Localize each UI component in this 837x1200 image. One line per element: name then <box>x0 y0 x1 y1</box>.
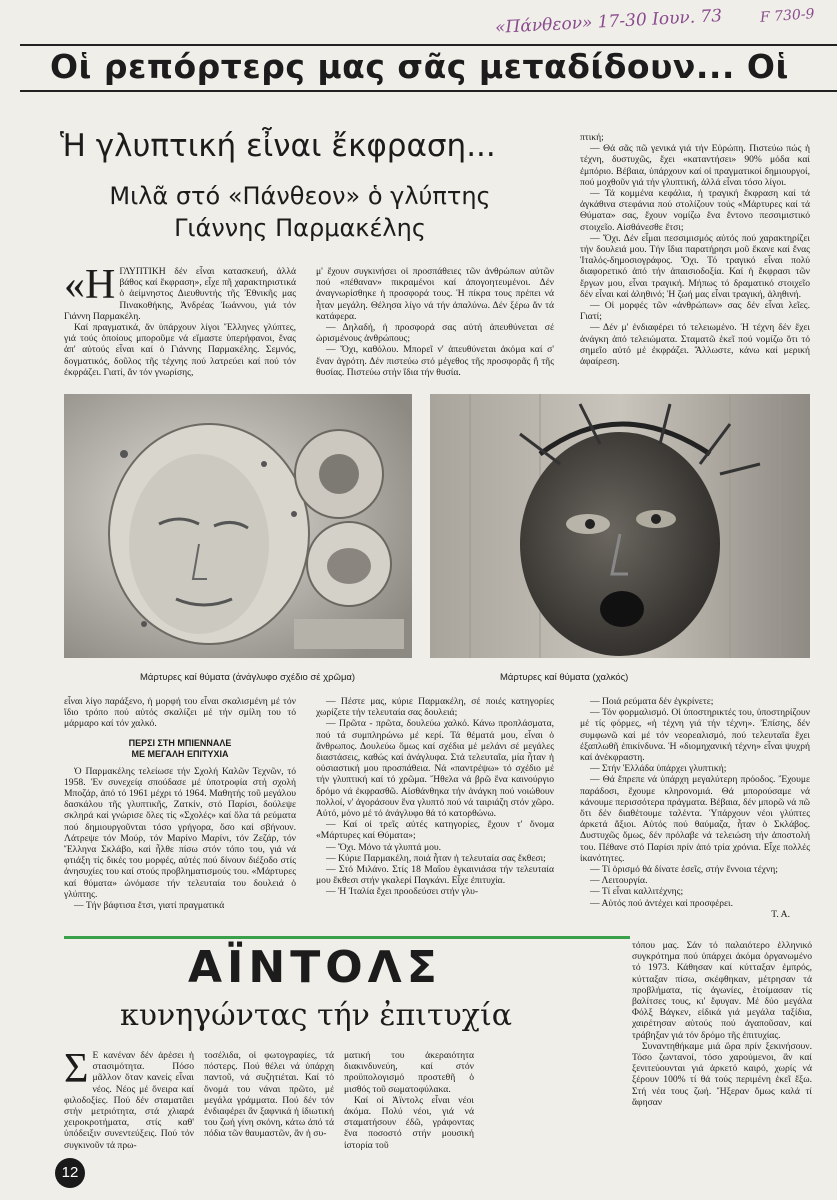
interview-answer: — Δέν μ' ἐνδιαφέρει τό τελειωμένο. Ἡ τέχνη δέν ἔχει ἀνάγκη ἀπό τελειώματα. Σταματῶ ἐκεῖ πού νομίζω ὅτι τό σημεῖο αὐτό μέ ἐκφράζει. Ἄλλωστε, κάνω καί μερική ἀφαίρεση. <box>580 322 810 368</box>
article-subheading <box>64 738 296 760</box>
interview-question: — Κύριε Παρμακέλη, ποιά ἦταν ἡ τελευταία σας ἔκθεσι; <box>326 852 546 864</box>
article2-paragraph: τόπου μας. Σάν τό παλαιότερο ἑλληνικό συγκρότημα πού ὑπάρχει ἀκόμα ὀργανωμένο τό 1973. Κάθησαν καί κύτταξαν ἐμπρός, κύτταξαν πίσω, σκέφθηκαν, μέτρησαν τά προβλήματα, τίς ἀγωνίες, ἑτοίμασαν τίς βαλίτσες τους, κι' ἔφυγαν. Μέ δύο μεγάλα Φόλξ Βάγκεν, εἰδικά γιά μεγάλα ταξίδια, χαιρέτησαν αὐτούς πού ἀγαποῦσαν, καί τράβηξαν γιά τόν δρόμο τῆς ἐπιτυχίας. <box>632 940 812 1041</box>
article2-paragraph: ματική του ἀκεραιότητα διακινδυνεύη, καί στόν προϋπολογισμό προστεθῆ ὁ μισθός τοῦ σωματοφύλακα. <box>344 1050 474 1095</box>
article-paragraph: πτική; <box>580 132 604 143</box>
article-lead-paragraph: ΓΛΥΠΤΙΚΗ δέν εἶναι κατασκευή, ἀλλά βάθος καί ἔκφραση», εἶχε πῆ χαρακτηριστικά ὁ ἀείμνηστος Διευθυντής τῆς Ἐθνικῆς μας Πινακοθήκης, Ἀνδρέας Ἰωάννου, γιά τόν Γιάννη Παρμακέλη. <box>64 266 296 322</box>
article-title: Ἡ γλυπτική εἶναι ἔκφραση... <box>60 128 496 164</box>
relief-sculpture-illustration <box>64 394 412 658</box>
interview-question: — Καί οἱ τρεῖς αὐτές κατηγορίες, ἔχουν τ' ὄνομα «Μάρτυρες καί Θύματα»; <box>316 819 554 842</box>
article2-paragraph: Συναντηθήκαμε μιά ὥρα πρίν ξεκινήσουν. Τόσο ζωντανοί, τόσο χαρούμενοι, ἂν καί ξενιτεύουνται γιά ἀρκετό καιρό, χωρίς νά ξέρουν 100% τί θά τούς περιμένη ἐκεῖ ἔξω. Στή νέα τους ζωή. Ἤξεραν ὅμως καλά τί ἄφησαν <box>632 1040 812 1108</box>
interview-question: — Οἱ μορφές τῶν «ἀνθρώπων» σας δέν εἶναι λεῖες. Γιατί; <box>580 300 810 323</box>
subheading-line1: ΠΕΡΣΙ ΣΤΗ ΜΠΙΕΝΝΑΛΕ <box>128 737 232 748</box>
bronze-head-photo <box>430 394 810 658</box>
article-paragraph: Καί πραγματικά, ἄν ὑπάρχουν λίγοι Ἕλληνες γλύπτες, γιά τούς ὁποίους μποροῦμε νά εἴμαστε ὑπερήφανοι, ἕνας ἀπ' αὐτούς εἶναι καί ὁ Γιάννης Παρμακέλης. Σεμνός, δογματικός, δοῦλος τῆς τέχνης πού λατρεύει καί πού τόν ἐκφράζει. Γιατί, ἄν τόν γνωρίσης, <box>64 322 296 378</box>
article2-paragraph: τοσέλιδα, οἱ φωτογραφίες, τά πόστερς. Πού θέλει νά ὑπάρχη παντοῦ, νά συζητιέται. Καί τό ὄνομά του νάναι πρῶτο, μέ μεγάλα γράμματα. Πού δέν τόν ἐνδιαφέρει ἂν ξαφνικά ἡ ἰδιωτική του ζωή γίνη σκόνη, κάτω ἀπό τά πόδια τῶν θαυμαστῶν, ἂν ἡ συ- <box>204 1050 334 1140</box>
article-column-2 <box>316 266 554 388</box>
interview-answer: — Τήν βάφτισα ἔτσι, γιατί πραγματικά <box>74 900 225 912</box>
article2-column-3 <box>344 1050 474 1151</box>
article2-paragraph: Καί οἱ Ἀϊντολς εἶναι νέοι ἀκόμα. Πολύ νέοι, γιά νά σταματήσουν ἐδῶ, γράφοντας ἕνα ποσοστό στήν μουσική ἱστορία τοῦ <box>344 1094 474 1151</box>
section-masthead: Οἱ ρεπόρτερς μας σᾶς μεταδίδουν... Οἱ <box>50 47 789 86</box>
relief-sculpture-photo <box>64 394 412 658</box>
article-lower-column-3 <box>580 696 810 932</box>
article2-column-2 <box>204 1050 334 1142</box>
interview-answer: — Αὐτός πού ἀντέχει καί προσφέρει. <box>590 897 734 909</box>
subheading-line2: ΜΕ ΜΕΓΑΛΗ ΕΠΙΤΥΧΙΑ <box>131 748 229 759</box>
interview-answer: — Θά σᾶς πῶ γενικά γιά τήν Εὐρώπη. Πιστεύω πώς ἡ τέχνη, δυστυχῶς, ἔχει «καταντήσει» 90% μόδα καί ἐμπόριο. Βέβαια, ὑπάρχουν καί οἱ πραγματικοί δημιουργοί, πού μοχθοῦν γιά τήν γλυπτική, ἀλλά εἶναι τόσο λίγοι. <box>580 143 810 188</box>
band-name-title: ΑΪΝΤΟΛΣ <box>188 942 442 993</box>
green-section-rule <box>64 936 630 939</box>
interview-answer: — Ὄχι. Δέν εἶμαι πεσσιμισμός αὐτός πού χαρακτηρίζει τήν δουλειά μου. Τήν ἴδια παρατήρησι μοῦ ἔκανε καί ἕνας Ἰταλός-δημοσιογράφος. Ὄχι. Τό τραγικό εἶναι πολύ διαφορετικό ἀπό τήν ἀπαισιοδοξία. Καί ἡ ἔκφρασι τῶν ἔργων μου, εἶναι τραγική. Μήπως τό δραματικό στοιχεῖο δέν εἶναι καί ἀληθινό; Ἡ ζωή μας εἶναι τραγική, ἀληθινή. <box>580 232 810 300</box>
interview-question: — Δηλαδή, ἡ προσφορά σας αὐτή ἀπευθύνεται σέ ὡρισμένους ἀνθρώπους; <box>316 322 554 345</box>
interview-answer: — Τόν φορμαλισμό. Οἱ ὑποστηρικτές του, ὑποστηρίζουν μέ τίς φόρμες, «ἡ τέχνη γιά τήν τέχνη». Ἐπίσης, δέν συμφωνῶ καί μέ τόν νεορεαλισμό, πού τελευταῖα ἔχει ἐξαπλωθῆ ἐπικίνδυνα. Ἡ «διομηχανική τέχνη» εἶναι ψυχρή καί ἀνέκφραστη. <box>580 707 810 764</box>
photo-caption-right: Μάρτυρες καί θύματα (χαλκός) <box>500 672 629 683</box>
article-lower-column-2 <box>316 696 554 932</box>
interview-answer: — Στό Μιλάνο. Στίς 18 Μαΐου ἐγκαινιάσα τήν τελευταία μου ἔκθεσι στήν γκαλερί Παγκάνι. Εἶχε ἐπιτυχία. <box>316 864 554 887</box>
article2-paragraph: Ε κανέναν δέν ἀρέσει ἡ στασιμότητα. Πόσο μᾶλλον ὅταν κανείς εἶναι νέος. Νέος μέ ὄνειρα καί φιλοδοξίες. Πού δέν σταματᾶει στήν μετριότητα, στά χλιαρά χειροκροτήματα, στίς καθ' ὑπόδειξιν συνεντεύξεις. Πού τόν συγκινοῦν τά πρω- <box>64 1050 194 1151</box>
handwritten-source-note: «Πάνθεον» 17-30 Ιουν. 73 <box>494 6 723 38</box>
article-dropcap: «Η <box>64 262 116 308</box>
masthead-bottom-rule <box>20 90 837 92</box>
bronze-head-illustration <box>430 394 810 658</box>
article-subtitle-line2: Γιάννης Παρμακέλης <box>174 214 426 242</box>
interview-question: — Τί εἶναι καλλιτέχνης; <box>590 886 684 898</box>
article-paragraph: εἶναι λίγο παράξενο, ἡ μορφή του εἶναι σκαλισμένη μέ τόν ἴδιο τρόπο πού αὐτός σκαλίζει μέ τήν σμίλη του τό μάρμαρο καί τόν χαλκό. <box>64 696 296 730</box>
article-column-3 <box>580 132 810 388</box>
article-paragraph: Ὁ Παρμακέλης τελείωσε τήν Σχολή Καλῶν Τεχνῶν, τό 1958. Ἐν συνεχείᾳ σπούδασε μέ ὑποτροφία στή σχολή Μποζάρ, ἀπό τό 1961 μέχρι τό 1964. Μαθητής τοῦ μεγάλου δασκάλου τῆς γλυπτικῆς, Ζατκίν, στό Παρίσι, δούλεψε σκληρά καί γνώρισε ὅλες τίς «Σχολές» καί ὅλα τά ρεύματα πού δημιουργοῦνται τόσο γρήγορα, ὅσο καί σβήνουν. Λάτρεψε τόν Μούρ, τόν Μαρίνο Μαρίνι, τόν Ζεζάρ, τόν Ἕλληνα Σκλάβο, καί ἦλθε πίσω στόν τόπο του, γιά νά φτιάξη τίς δικές του μορφές, αὐτές πού δίνουν διέξοδο στίς ἀνησυχίες του καί στούς προβληματισμούς του. «Μάρτυρες καί θύματα» ὠνόμασε τήν τελευταία του δουλειά ὁ γλύπτης. <box>64 765 296 900</box>
handwritten-archive-code: F 730-9 <box>759 6 816 26</box>
interview-question: — Ἡ Ἰταλία ἔχει προοδεύσει στήν γλυ- <box>326 886 479 898</box>
interview-question: — Τά κομμένα κεφάλια, ἡ τραγική ἔκφραση καί τά ἀγκάθινα στεφάνια πού στολίζουν τούς «Μάρτυρες καί τά Θύματα» σας, ἔχουν νομίζω ἕνα ἔντονο πεσσιμιστικό στοιχεῖο. Αἰσθάνεσθε ἔτσι; <box>580 188 810 233</box>
interview-answer: — Πρῶτα - πρῶτα, δουλεύω χαλκό. Κάνω προπλάσματα, πού τά συμπληρώνω μέ κερί. Τά θέματά μου, εἶναι ὁ ἄνθρωπος. Δουλεύω ὅμως καί σχέδια μέ μελάνι σέ μεγάλες διαστάσεις, καθώς καί ἀνάγλυφα. Στά τελευταῖα, μία ἦταν ἡ οὐσιαστική μου προσπάθεια. Νά «παντρέψω» τό σχέδιο μέ τήν γλυπτική καί τό χρῶμα. Ἤθελα νά βρῶ ἕνα καινούργιο δρόμο νά ἐκφρασθῶ. Αἰσθάνθηκα τήν ἀνάγκη πού νοιώθουν πολλοί, ν' ἀγοράσουν ἕνα γλυπτό πού νά ταιριάζη στόν χῶρο. Αὐτό, μόνο μέ τό ἀνάγλυφο θά τό κατορθώνω. <box>316 718 554 820</box>
article2-column-4 <box>632 940 812 1144</box>
interview-answer: — Λειτουργία. <box>590 875 648 887</box>
interview-answer: — Ὄχι, καθόλου. Μπορεῖ ν' ἀπευθύνεται ἀκόμα καί σ' ἕναν ἀγρότη. Δέν πιστεύω στό μέγεθος τῆς προσφορᾶς ἢ τῆς θυσίας. Πιστεύω στήν ἴδια τήν θυσία. <box>316 344 554 378</box>
article-lower-column-1 <box>64 696 296 932</box>
interview-answer: — Θά ἔπρεπε νά ὑπάρχη μεγαλύτερη πρόοδος. Ἔχουμε παράδοσι, ἔχουμε κληρονομιά. Θά μπορούσαμε νά κάνουμε περισσότερα πράγματα. Βέβαια, δέν μπορῶ νά πῶ ὅτι δέν διαθέτουμε ταλέντα. Ὑπάρχουν νέοι γλύπτες ἀρκετά ἄξιοι. Αὐτός πού θαύμαζα, ἦταν ὁ Σκλάβος. Δυστυχῶς ὅμως, δέν πρόλαβε νά τελειώση τήν ἀποστολή του. Πέθανε στό Παρίσι πρίν ἀπό τρία χρόνια. Εἶχε πολλές ἱκανότητες. <box>580 774 810 864</box>
interview-question: — Στήν Ἑλλάδα ὑπάρχει γλυπτική; <box>590 763 727 775</box>
article-column-1 <box>64 262 296 388</box>
page-number: 12 <box>55 1158 85 1188</box>
article-subtitle-line1: Μιλᾶ στό «Πάνθεον» ὁ γλύπτης <box>109 182 491 210</box>
article2-column-1 <box>64 1046 194 1151</box>
article-paragraph: μ' ἔχουν συγκινήσει οἱ προσπάθειες τῶν ἀνθρώπων αὐτῶν πού «πέθαναν» πικραμένοι καί ἀπογοητευμένοι. Δέν ἀναγνωρίσθηκε ἡ προσφορά τους. Ἡ πίκρα τους πρέπει νά ἦταν μεγάλη. Θέλησα λίγο νά τήν ἀπαλύνω. Δέν ξέρω ἄν τά κατάφερα. <box>316 266 554 322</box>
interview-answer: — Ὄχι. Μόνο τά γλυπτά μου. <box>326 841 442 853</box>
interview-question: — Ποιά ρεύματα δέν ἐγκρίνετε; <box>590 696 714 707</box>
author-signature: Τ. Α. <box>771 908 790 920</box>
photo-caption-left: Μάρτυρες καί θύματα (ἀνάγλυφο σχέδιο σέ χρῶμα) <box>140 672 356 683</box>
article2-subtitle: κυνηγώντας τήν ἐπιτυχία <box>120 998 512 1033</box>
interview-question: — Τί ὁρισμό θά δίνατε ἐσεῖς, στήν ἔννοια τέχνη; <box>590 864 778 876</box>
interview-question: — Πέστε μας, κύριε Παρμακέλη, σέ ποιές κατηγορίες χωρίζετε τήν τελευταία σας δουλειά; <box>316 696 554 719</box>
article2-dropcap: Σ <box>64 1046 89 1092</box>
